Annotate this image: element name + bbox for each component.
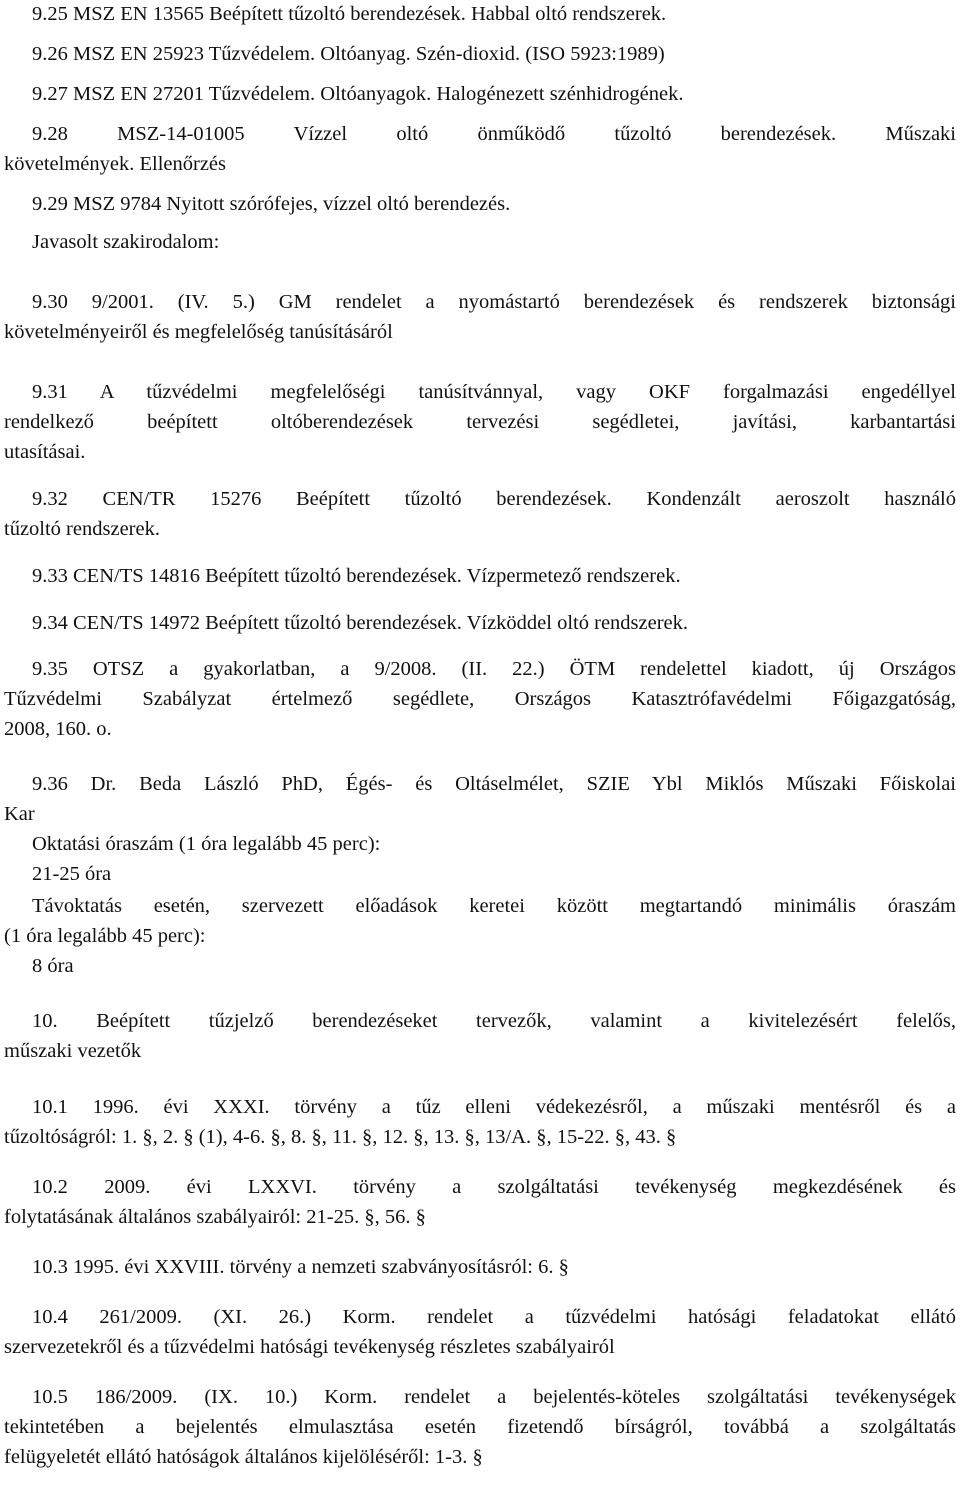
ref-9-35-cont: Tűzvédelmi Szabályzat értelmező segédlete, Országos Katasztrófavédelmi Főigazgatóság, [4, 688, 956, 710]
ref-9-31: 9.31 A tűzvédelmi megfelelőségi tanúsítvánnyal, vagy OKF forgalmazási engedéllyel [32, 381, 956, 403]
distance-hours-value: 8 óra [32, 955, 74, 977]
distance-hours-label: Távoktatás esetén, szervezett előadások keretei között megtartandó minimális óraszám [32, 895, 956, 917]
ref-9-35-cont2: 2008, 160. o. [4, 718, 112, 740]
ref-10-2-cont: folytatásának általános szabályairól: 21-25. §, 56. § [4, 1206, 426, 1228]
ref-9-33: 9.33 CEN/TS 14816 Beépített tűzoltó berendezések. Vízpermetező rendszerek. [32, 565, 681, 587]
teaching-hours-value: 21-25 óra [32, 863, 112, 885]
teaching-hours-label: Oktatási óraszám (1 óra legalább 45 perc): [32, 833, 381, 855]
ref-9-25: 9.25 MSZ EN 13565 Beépített tűzoltó berendezések. Habbal oltó rendszerek. [32, 3, 667, 25]
ref-10-4-cont: szervezetekről és a tűzvédelmi hatósági tevékenység részletes szabályairól [4, 1336, 615, 1358]
ref-9-36-cont: Kar [4, 803, 35, 825]
ref-9-32: 9.32 CEN/TR 15276 Beépített tűzoltó berendezések. Kondenzált aeroszolt használó [32, 488, 956, 510]
ref-9-28: 9.28 MSZ-14-01005 Vízzel oltó önműködő tűzoltó berendezések. Műszaki [32, 123, 956, 145]
ref-9-27: 9.27 MSZ EN 27201 Tűzvédelem. Oltóanyagok. Halogénezett szénhidrogének. [32, 83, 684, 105]
ref-9-36: 9.36 Dr. Beda László PhD, Égés- és Oltáselmélet, SZIE Ybl Miklós Műszaki Főiskolai [32, 773, 956, 795]
ref-10-4: 10.4 261/2009. (XI. 26.) Korm. rendelet a tűzvédelmi hatósági feladatokat ellátó [32, 1306, 956, 1328]
ref-9-34: 9.34 CEN/TS 14972 Beépített tűzoltó berendezések. Vízköddel oltó rendszerek. [32, 612, 689, 634]
ref-9-28-cont: követelmények. Ellenőrzés [4, 153, 226, 175]
ref-10-2: 10.2 2009. évi LXXVI. törvény a szolgáltatási tevékenység megkezdésének és [32, 1176, 956, 1198]
ref-9-29: 9.29 MSZ 9784 Nyitott szórófejes, vízzel oltó berendezés. [32, 193, 511, 215]
section-10-heading: 10. Beépített tűzjelző berendezéseket tervezők, valamint a kivitelezésért felelős, [32, 1010, 956, 1032]
ref-9-32-cont: tűzoltó rendszerek. [4, 518, 160, 540]
distance-hours-label-cont: (1 óra legalább 45 perc): [4, 925, 206, 947]
ref-9-26: 9.26 MSZ EN 25923 Tűzvédelem. Oltóanyag. Szén-dioxid. (ISO 5923:1989) [32, 43, 665, 65]
ref-10-5-cont: tekintetében a bejelentés elmulasztása esetén fizetendő bírságról, továbbá a szolgáltatás [4, 1416, 956, 1438]
ref-9-31-cont2: utasításai. [4, 441, 86, 463]
section-heading-literature: Javasolt szakirodalom: [32, 231, 220, 253]
section-10-heading-cont: műszaki vezetők [4, 1040, 142, 1062]
ref-9-30: 9.30 9/2001. (IV. 5.) GM rendelet a nyomástartó berendezések és rendszerek biztonsági [32, 291, 956, 313]
ref-10-3: 10.3 1995. évi XXVIII. törvény a nemzeti szabványosításról: 6. § [32, 1256, 569, 1278]
ref-9-31-cont: rendelkező beépített oltóberendezések tervezési segédletei, javítási, karbantartási [4, 411, 956, 433]
ref-10-1-cont: tűzoltóságról: 1. §, 2. § (1), 4-6. §, 8. §, 11. §, 12. §, 13. §, 13/A. §, 15-22. §, 43. § [4, 1126, 677, 1148]
ref-10-5-cont2: felügyeletét ellátó hatóságok általános kijelöléséről: 1-3. § [4, 1446, 483, 1468]
ref-10-5: 10.5 186/2009. (IX. 10.) Korm. rendelet a bejelentés-köteles szolgáltatási tevékenységek [32, 1386, 956, 1408]
ref-10-1: 10.1 1996. évi XXXI. törvény a tűz elleni védekezésről, a műszaki mentésről és a [32, 1096, 956, 1118]
ref-9-30-cont: követelményeiről és megfelelőség tanúsításáról [4, 321, 393, 343]
ref-9-35: 9.35 OTSZ a gyakorlatban, a 9/2008. (II. 22.) ÖTM rendelettel kiadott, új Országos [32, 658, 956, 680]
